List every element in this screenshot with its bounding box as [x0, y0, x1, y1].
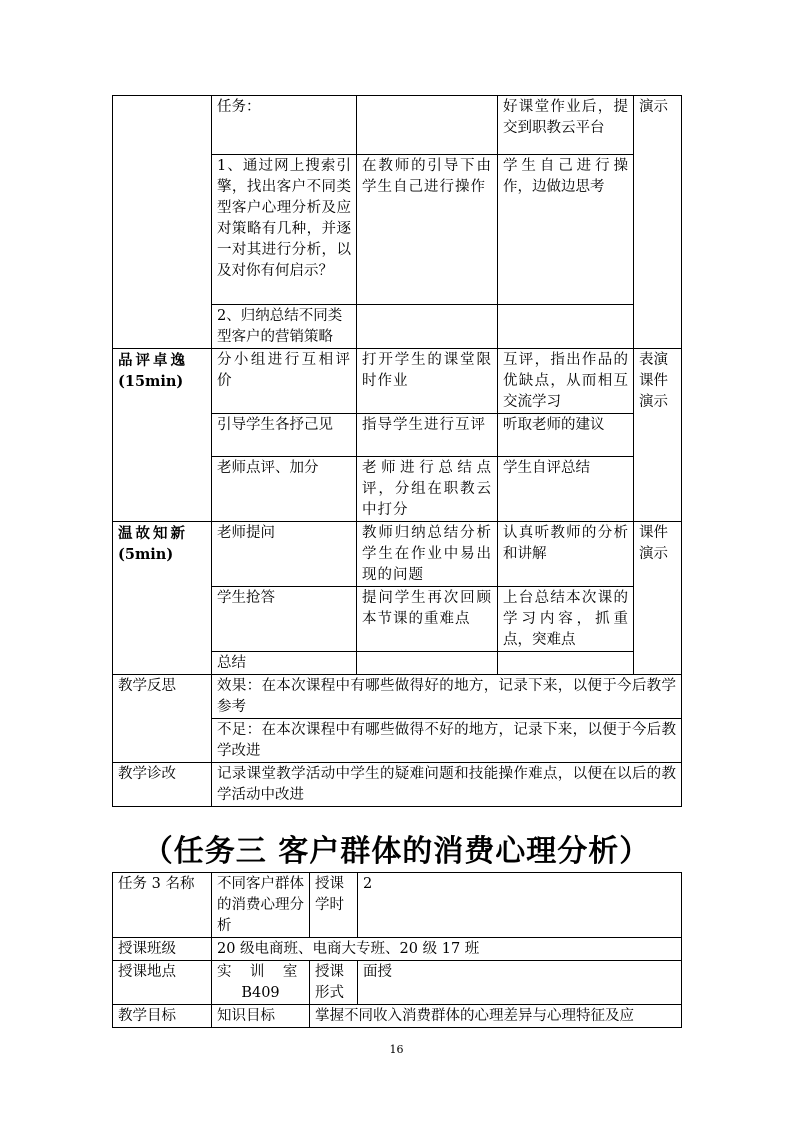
task-info-table: [112, 872, 682, 1028]
student-activity-cell: [498, 305, 634, 349]
table-row: [113, 675, 682, 719]
media-cell: 演示: [634, 96, 682, 349]
stage-time: (5min): [118, 546, 174, 563]
student-activity-cell: 互评，指出作品的优缺点，从而相互交流学习: [498, 349, 634, 414]
page-number: 16: [389, 1043, 404, 1056]
teaching-content-cell: 2、归纳总结不同类型客户的营销策略: [212, 305, 357, 349]
teacher-activity-cell: 提问学生再次回顾本节课的重难点: [357, 587, 498, 652]
stage-time: (15min): [118, 373, 184, 390]
class-value: 20 级电商班、电商大专班、20 级 17 班: [212, 938, 682, 961]
student-activity-cell: 学生自评总结: [498, 457, 634, 522]
table-row: [113, 873, 682, 938]
stage-cell-wengu: [113, 522, 212, 675]
reflection-label: 教学反思: [113, 675, 212, 763]
class-label: 授课班级: [113, 938, 212, 961]
student-activity-cell: 好课堂作业后，提交到职教云平台: [498, 96, 634, 155]
table-row: [113, 1005, 682, 1028]
teacher-activity-cell: 在教师的引导下由学生自己进行操作: [357, 155, 498, 305]
teacher-activity-cell: 老师进行总结点评，分组在职教云中打分: [357, 457, 498, 522]
student-activity-cell: 上台总结本次课的学习内容，抓重点，突难点: [498, 587, 634, 652]
teacher-activity-cell: [357, 96, 498, 155]
teacher-activity-cell: [357, 652, 498, 675]
hours-label: 授课学时: [310, 873, 358, 938]
hours-value: 2: [358, 873, 682, 938]
stage-cell-empty: [113, 96, 212, 349]
teaching-content-cell: 引导学生各抒己见: [212, 414, 357, 457]
table-row: [113, 763, 682, 807]
teacher-activity-cell: 指导学生进行互评: [357, 414, 498, 457]
goal-sub-label: 知识目标: [212, 1005, 310, 1028]
media-cell: 表演课件演示: [634, 349, 682, 522]
media-cell: 课件演示: [634, 522, 682, 675]
teaching-content-cell: 任务：: [212, 96, 357, 155]
goal-label: 教学目标: [113, 1005, 212, 1028]
stage-name: 品评卓逸: [118, 352, 188, 369]
student-activity-cell: 听取老师的建议: [498, 414, 634, 457]
diagnosis-label: 教学诊改: [113, 763, 212, 807]
student-activity-cell: 学生自己进行操作，边做边思考: [498, 155, 634, 305]
teaching-content-cell: 老师提问: [212, 522, 357, 587]
reflection-effect: 效果：在本次课程中有哪些做得好的地方，记录下来，以便于今后教学参考: [212, 675, 682, 719]
teaching-content-cell: 1、通过网上搜索引擎，找出客户不同类型客户心理分析及应对策略有几种，并逐一对其进行分析，以及对你有何启示？: [212, 155, 357, 305]
section-title: （任务三 客户群体的消费心理分析）: [142, 834, 651, 869]
place-value-line2: B409: [241, 985, 280, 1001]
diagnosis-text: 记录课堂教学活动中学生的疑难问题和技能操作难点，以便在以后的教学活动中改进: [212, 763, 682, 807]
student-activity-cell: 认真听教师的分析和讲解: [498, 522, 634, 587]
reflection-shortcoming: 不足：在本次课程中有哪些做得不好的地方，记录下来，以便于今后教学改进: [212, 719, 682, 763]
goal-text: 掌握不同收入消费群体的心理差异与心理特征及应: [310, 1005, 682, 1028]
stage-cell-pinping: [113, 349, 212, 522]
table-row: [113, 96, 682, 155]
place-value-line1: 实 训 室: [217, 964, 298, 980]
teaching-content-cell: 总结: [212, 652, 357, 675]
stage-name: 温故知新: [118, 525, 188, 542]
teacher-activity-cell: 打开学生的课堂限时作业: [357, 349, 498, 414]
table-row: [113, 522, 682, 587]
teaching-content-cell: 学生抢答: [212, 587, 357, 652]
table-row: [113, 938, 682, 961]
table-row: [113, 349, 682, 414]
form-label: 授课形式: [310, 961, 358, 1005]
form-value: 面授: [358, 961, 682, 1005]
place-value: [212, 961, 310, 1005]
teaching-content-cell: 分小组进行互相评价: [212, 349, 357, 414]
table-row: [113, 961, 682, 1005]
teaching-content-cell: 老师点评、加分: [212, 457, 357, 522]
task-name-label: 任务 3 名称: [113, 873, 212, 938]
task-name-value: 不同客户群体的消费心理分析: [212, 873, 310, 938]
student-activity-cell: [498, 652, 634, 675]
lesson-plan-table: [112, 95, 682, 807]
teacher-activity-cell: 教师归纳总结分析学生在作业中易出现的问题: [357, 522, 498, 587]
teacher-activity-cell: [357, 305, 498, 349]
place-label: 授课地点: [113, 961, 212, 1005]
